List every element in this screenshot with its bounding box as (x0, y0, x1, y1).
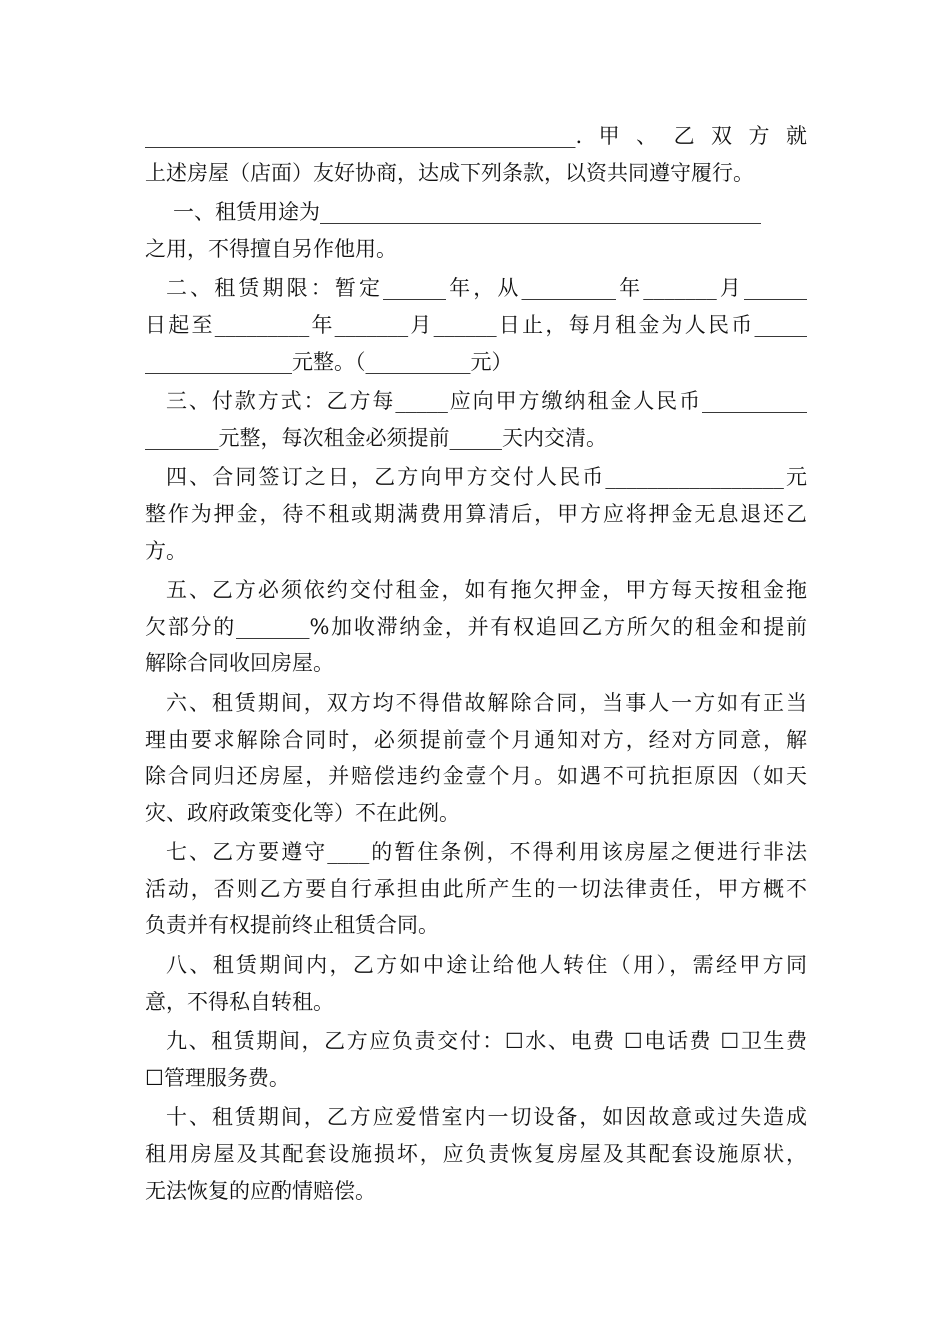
text-line: 除合同归还房屋，并赔偿违约金壹个月。如遇不可抗拒原因（如天 (145, 764, 807, 789)
text-line: 方。 (145, 538, 187, 563)
contract-body (145, 118, 807, 1209)
clause-2-line: 二、租赁期限：暂定______年，从_________年_______月______ (166, 276, 807, 301)
text-line: 活动，否则乙方要自行承担由此所产生的一切法律责任，甲方概不 (145, 876, 807, 901)
text-line: _______元整，每次租金必须提前_____天内交清。 (145, 425, 607, 450)
clause-6-line: 六、租赁期间，双方均不得借故解除合同，当事人一方如有正当 (166, 690, 807, 715)
text-line: _________________________________________.甲、乙双方就 (145, 124, 807, 148)
clause-3-line: 三、付款方式：乙方每_____应向甲方缴纳租金人民币__________ (166, 389, 807, 414)
clause-1-line: 一、租赁用途为__________________________________________ (173, 200, 761, 225)
text-line: 负责并有权提前终止租赁合同。 (145, 913, 439, 938)
text-line: 上述房屋（店面）友好协商，达成下列条款，以资共同遵守履行。 (145, 160, 754, 185)
text-line: 之用，不得擅自另作他用。 (145, 236, 397, 261)
text-line: 灾、政府政策变化等）不在此例。 (145, 800, 460, 825)
clause-9-line: 九、租赁期间，乙方应负责交付：☐水、电费 ☐电话费 ☐卫生费 (166, 1029, 807, 1054)
clause-10-line: 十、租赁期间，乙方应爱惜室内一切设备，如因故意或过失造成 (166, 1105, 807, 1130)
text-line: 理由要求解除合同时，必须提前壹个月通知对方，经对方同意，解 (145, 727, 807, 752)
text-line: 整作为押金，待不租或期满费用算清后，甲方应将押金无息退还乙 (145, 501, 807, 526)
clause-5-line: 五、乙方必须依约交付租金，如有拖欠押金，甲方每天按租金拖 (166, 578, 807, 603)
text-line: ☐管理服务费。 (145, 1065, 290, 1090)
clause-7-line: 七、乙方要遵守____的暂住条例，不得利用该房屋之便进行非法 (166, 840, 807, 865)
clause-4-line: 四、合同签订之日，乙方向甲方交付人民币_________________元 (166, 465, 807, 490)
text-line: 解除合同收回房屋。 (145, 651, 334, 676)
text-line: 无法恢复的应酌情赔偿。 (145, 1178, 376, 1203)
clause-8-line: 八、租赁期间内，乙方如中途让给他人转住（用），需经甲方同 (166, 953, 807, 978)
text-line: 租用房屋及其配套设施损坏，应负责恢复房屋及其配套设施原状， (145, 1142, 807, 1167)
text-line: 日起至_________年_______月______日止，每月租金为人民币_____ (145, 312, 807, 337)
text-line: 欠部分的_______%加收滞纳金，并有权追回乙方所欠的租金和提前 (145, 614, 807, 639)
text-line: ______________元整。（__________元） (145, 349, 513, 374)
text-line: 意，不得私自转租。 (145, 989, 334, 1014)
